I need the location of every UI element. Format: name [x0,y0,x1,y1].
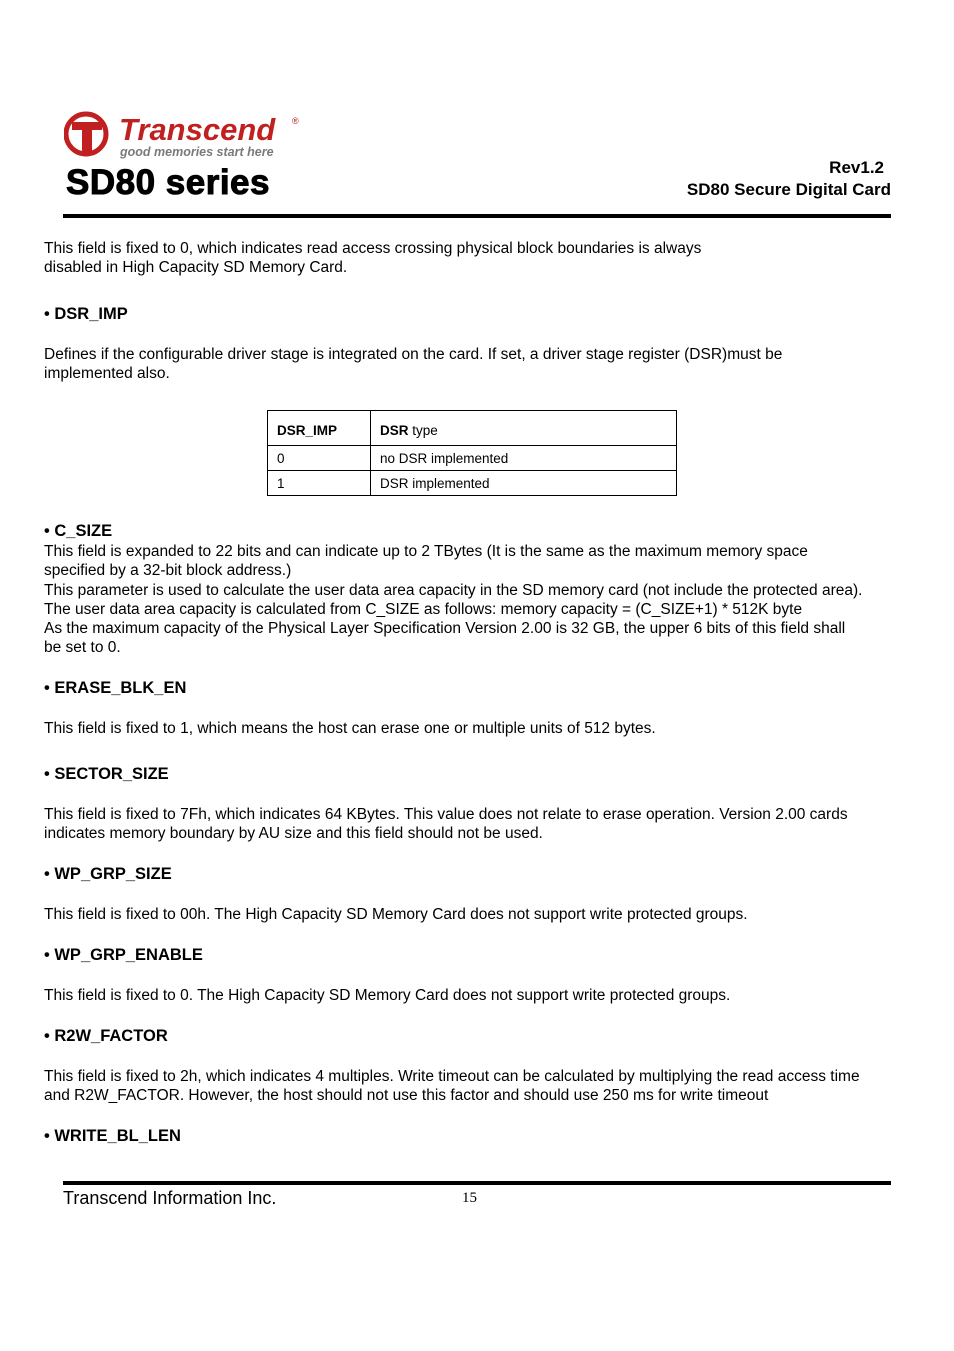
table-row [268,471,677,496]
intro-paragraph: This field is fixed to 0, which indicates read access crossing physical block boundaries is always disabled in High Capacity SD Memory Card. [44,240,702,277]
transcend-logo [64,110,304,162]
section-text-sector-size: This field is fixed to 7Fh, which indicates 64 KBytes. This value does not relate to erase operation. Version 2.00 cards indicates memory boundary by AU size and this field should not be used. [44,806,848,843]
section-text-erase-blk-en: This field is fixed to 1, which means the host can erase one or multiple units of 512 bytes. [44,720,656,737]
section-heading-wp-grp-enable: • WP_GRP_ENABLE [44,946,203,964]
section-heading-wp-grp-size: • WP_GRP_SIZE [44,865,172,883]
footer-company: Transcend Information Inc. [63,1188,277,1208]
table-cell: 1 [268,471,371,496]
table-cell: DSR implemented [371,471,677,496]
section-text-r2w-factor: This field is fixed to 2h, which indicates 4 multiples. Write timeout can be calculated by multiplying the read access time and R2W_FACTOR. However, the host should not use this factor and should use 250 ms for write timeout [44,1068,860,1105]
series-title: SD80 series [66,163,270,202]
header-divider [63,214,891,218]
section-text-c-size: This field is expanded to 22 bits and can indicate up to 2 TBytes (It is the same as the maximum memory space specified by a 32-bit block address.) This parameter is used to calculate the user data area capacity in the SD memory card (not include the protected area). The user data area capacity is calculated from C_SIZE as follows: memory capacity = (C_SIZE+1) * 512K byte As the maximum capacity of the Physical Layer Specification Version 2.00 is 32 GB, the upper 6 bits of this field shall be set to 0. [44,543,863,657]
logo-registered-mark: ® [292,116,299,126]
table-header-rest: type [408,422,438,438]
section-text-wp-grp-enable: This field is fixed to 0. The High Capacity SD Memory Card does not support write protected groups. [44,987,731,1004]
table-header-bold: DSR [380,422,409,438]
logo-tagline: good memories start here [120,145,274,159]
revision: Rev1.2 [829,158,884,177]
table-header-cell: DSR_IMP [268,411,371,446]
logo-brand-name: Transcend [119,112,276,147]
section-heading-write-bl-len: • WRITE_BL_LEN [44,1127,181,1145]
section-text-wp-grp-size: This field is fixed to 00h. The High Capacity SD Memory Card does not support write protected groups. [44,906,748,923]
section-text-dsr-imp: Defines if the configurable driver stage is integrated on the card. If set, a driver stage register (DSR)must be implemented also. [44,346,783,383]
dsr-table [267,410,677,496]
section-heading-sector-size: • SECTOR_SIZE [44,765,169,783]
section-heading-dsr-imp: • DSR_IMP [44,305,128,323]
table-header-row [268,411,677,446]
footer-divider [63,1181,891,1185]
product-name: SD80 Secure Digital Card [686,180,891,199]
section-heading-c-size: • C_SIZE [44,522,113,540]
section-heading-erase-blk-en: • ERASE_BLK_EN [44,679,187,697]
page-number: 15 [462,1190,477,1206]
table-header-cell [371,411,677,446]
table-row [268,446,677,471]
section-heading-r2w-factor: • R2W_FACTOR [44,1027,168,1045]
table-cell: 0 [268,446,371,471]
table-cell: no DSR implemented [371,446,677,471]
